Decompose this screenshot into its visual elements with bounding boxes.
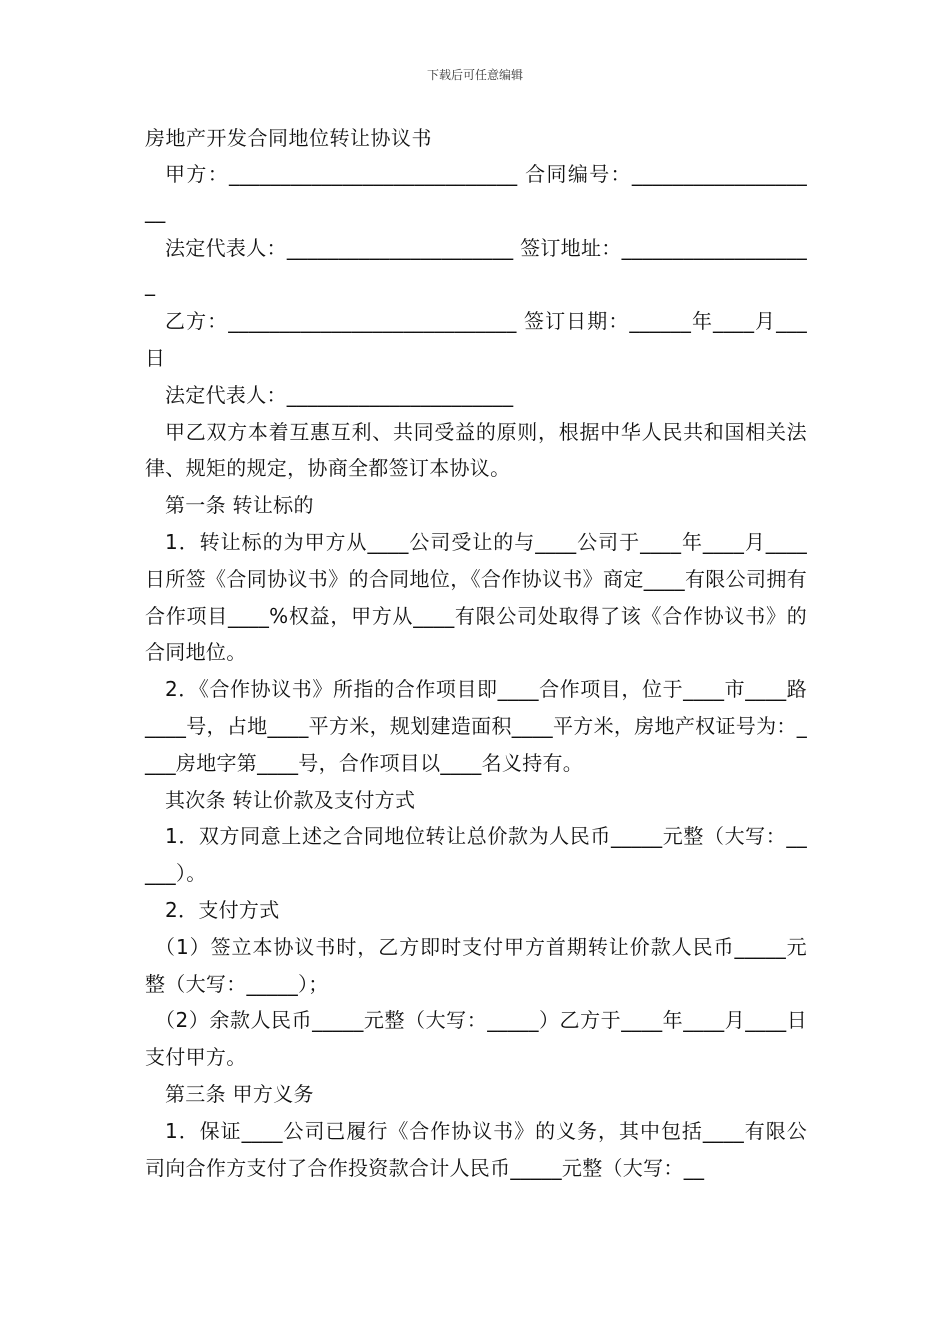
article-2-clause-2: 2．支付方式: [165, 897, 280, 922]
article-1-clause-1: 1．转让标的为甲方从____公司受让的与____公司于____年____月____日所签《合同协议书》的合同地位，《合作协议书》商定____有限公司拥有合作项目____%权益，甲方从____有限公司处取得了该《合作协议书》的合同地位。: [145, 529, 807, 665]
party-b-representative-line: 法定代表人：______________________: [165, 382, 514, 407]
article-3-clause-1: 1．保证____公司已履行《合作协议书》的义务，其中包括____有限公司向合作方支付了合作投资款合计人民币_____元整（大写：__: [145, 1118, 807, 1180]
document-title: 房地产开发合同地位转让协议书: [145, 126, 432, 150]
party-b-line: 乙方：____________________________ 签订日期：______年____月___日: [145, 309, 807, 370]
document-body: [145, 156, 807, 1186]
payment-item-2: （2）余款人民币_____元整（大写：_____）乙方于____年____月____日支付甲方。: [145, 1008, 807, 1070]
party-a-line: 甲方：____________________________ 合同编号：___________________: [145, 162, 807, 223]
preamble-paragraph: 甲乙双方本着互惠互利、共同受益的原则，根据中华人民共和国相关法律、规矩的规定，协商全都签订本协议。: [145, 419, 807, 481]
page-header-note: 下载后可任意编辑: [426, 68, 523, 82]
article-2-clause-1: 1．双方同意上述之合同地位转让总价款为人民币_____元整（大写：_____）。: [145, 824, 807, 886]
party-a-representative-line: 法定代表人：______________________ 签订地址：___________________: [145, 235, 807, 297]
article-3-heading: 第三条 甲方义务: [165, 1081, 314, 1106]
article-2-heading: 其次条 转让价款及支付方式: [165, 787, 416, 812]
article-1-clause-2: 2．《合作协议书》所指的合作项目即____合作项目，位于____市____路____号，占地____平方米，规划建造面积____平方米，房地产权证号为：____房地字第____号，合作项目以____名义持有。: [145, 677, 807, 775]
payment-item-1: （1）签立本协议书时，乙方即时支付甲方首期转让价款人民币_____元整（大写：_____）；: [145, 934, 807, 996]
article-1-heading: 第一条 转让标的: [165, 493, 314, 518]
